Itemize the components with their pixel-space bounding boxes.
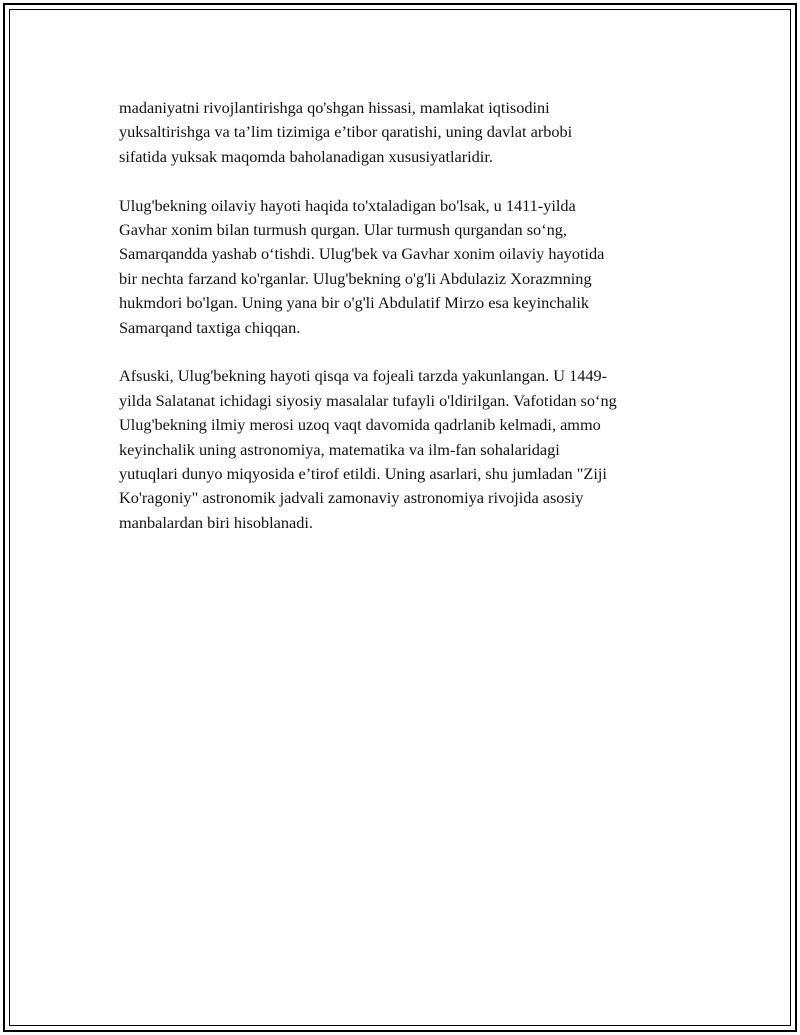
paragraph-2: Ulug'bekning oilaviy hayoti haqida to'xtaladigan bo'lsak, u 1411-yilda Gavhar xonim bilan turmush qurgan. Ular turmush qurgandan so‘ng, Samarqandda yashab o‘tishdi. Ulug'bek va Gavhar xonim oilaviy hayotida bir nechta farzand ko'rganlar. Ulug'bekning o'g'li Abdulaziz Xorazmning hukmdori bo'lgan. Uning yana bir o'g'li Abdulatif Mirzo esa keyinchalik Samarqand taxtiga chiqqan. (119, 195, 605, 337)
paragraph-3: Afsuski, Ulug'bekning hayoti qisqa va fojeali tarzda yakunlangan. U 1449- yilda Salatanat ichidagi siyosiy masalalar tufayli o'ldirilgan. Vafotidan so‘ng Ulug'bekning ilmiy merosi uzoq vaqt davomida qadrlanib kelmadi, ammo keyinchalik uning astronomiya, matematika va ilm-fan sohalaridagi yutuqlari dunyo miqyosida e’tirof etildi. Uning asarlari, shu jumladan "Ziji Ko'ragoniy" astronomik jadvali zamonaviy astronomiya rivojida asosiy manbalardan biri hisoblanadi. (119, 366, 617, 532)
paragraph-1: madaniyatni rivojlantirishga qo'shgan hissasi, mamlakat iqtisodini yuksaltirishga va ta’lim tizimiga e’tibor qaratishi, uning davlat arbobi sifatida yuksak maqomda baholanadigan xususiyatlaridir. (119, 98, 573, 166)
document-body (119, 96, 699, 560)
page-border (3, 3, 797, 1032)
